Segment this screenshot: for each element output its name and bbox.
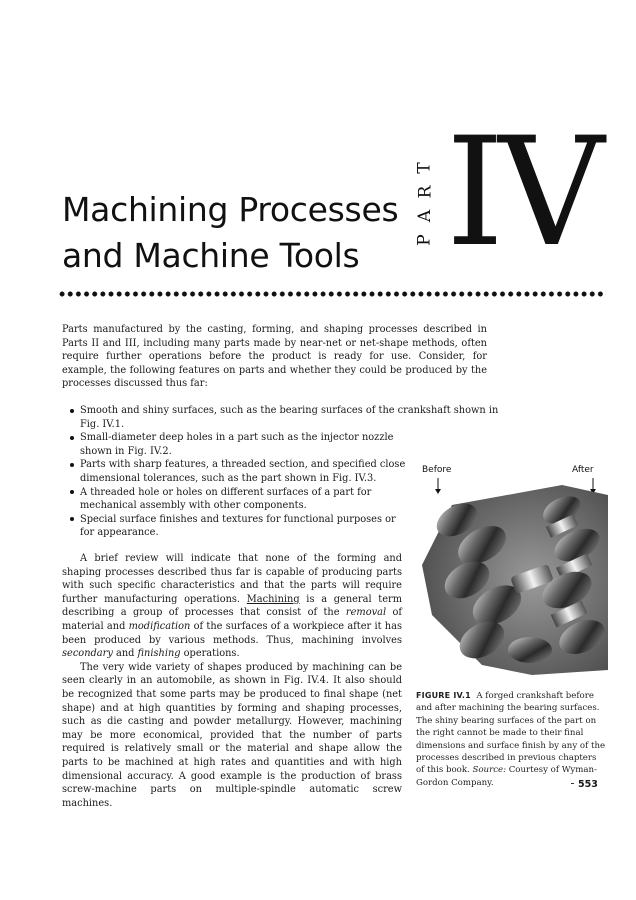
chapter-title [62,187,398,279]
list-item: Small-diameter deep holes in a part such as the injector nozzle shown in Fig. IV.2. [62,431,412,458]
crankshaft-image [412,465,608,685]
list-item: Parts with sharp features, a threaded section, and specified close dimensional tolerances, such as the part shown in Fig. IV.3. [62,458,412,485]
body-paragraph-1 [62,552,402,661]
body-text [62,552,402,810]
page-number-tick [571,783,574,784]
list-item: Smooth and shiny surfaces, such as the bearing surfaces of the crankshaft shown in Fig. IV.1. [62,404,500,431]
figure-label: FIGURE IV.1 [416,691,471,700]
part-letter: R [415,185,435,199]
emphasis: removal [345,607,387,619]
list-item: A threaded hole or holes on different surfaces of a part for mechanical assembly with other components. [62,486,412,513]
part-numeral: IV [446,106,599,280]
part-letter: A [415,209,435,223]
list-item: Special surface finishes and textures for functional purposes or for appearance. [62,513,412,540]
text-run: operations. [180,648,240,660]
figure-caption [416,690,606,789]
part-letter: T [415,162,435,174]
text-run: of the surfaces of a workpiece after it has been produced by various methods. Thus, machining involves [62,620,402,646]
intro-paragraph: Parts manufactured by the casting, forming, and shaping processes described in Parts II and III, including many parts made by near-net or net-shape methods, often require further operations before the product is ready for use. Consider, for example, the following features on parts and whether they could be produced by the processes discussed thus far: [62,324,487,390]
text-run: and [112,648,138,660]
text-run: A brief review will indicate that none of the forming and shaping processes described thus far is capable of producing parts with such specific characteristics and that the parts will require further manufacturing operations. [62,553,402,605]
emphasis: secondary [62,648,113,660]
page-number: 553 [578,779,598,790]
dotted-divider [58,290,606,298]
emphasis: modification [128,620,191,632]
part-label [414,156,436,252]
text-run: is a general term describing a group of processes that consist of the [62,593,403,619]
caption-source-label: Source: [472,765,506,776]
caption-text: A forged crankshaft before and after machining the bearing surfaces. The shiny bearing surfaces of the part on the right cannot be made to their final dimensions and surface finish by any of the processes described in previous chapters of this book. [416,691,606,776]
photo-label-after: After [572,465,594,475]
caption-source: Courtesy of Wyman-Gordon Company. [416,765,597,788]
body-paragraph-2: The very wide variety of shapes produced by machining can be seen clearly in an automobile, as shown in Fig. IV.4. It also should be recognized that some parts may be produced to final shape (net shape) and at high quantities by forming and shaping processes, such as die casting and powder metallurgy. However, machining may be more economical, provided that the number of parts required is relatively small or the material and shape allow the parts to be machined at high rates and quantities and with high dimensional accuracy. A good example is the production of brass screw-machine parts on multiple-spindle automatic screw machines. [62,661,402,809]
chapter-title-line-1: Machining Processes [62,190,399,229]
photo-label-before: Before [422,465,452,475]
part-letter: P [414,234,435,246]
text-run: of material and [62,607,402,632]
chapter-title-line-2: and Machine Tools [62,236,360,275]
crankshaft-photo [412,465,608,685]
term-machining: Machining [246,593,300,605]
emphasis: finishing [137,648,181,660]
